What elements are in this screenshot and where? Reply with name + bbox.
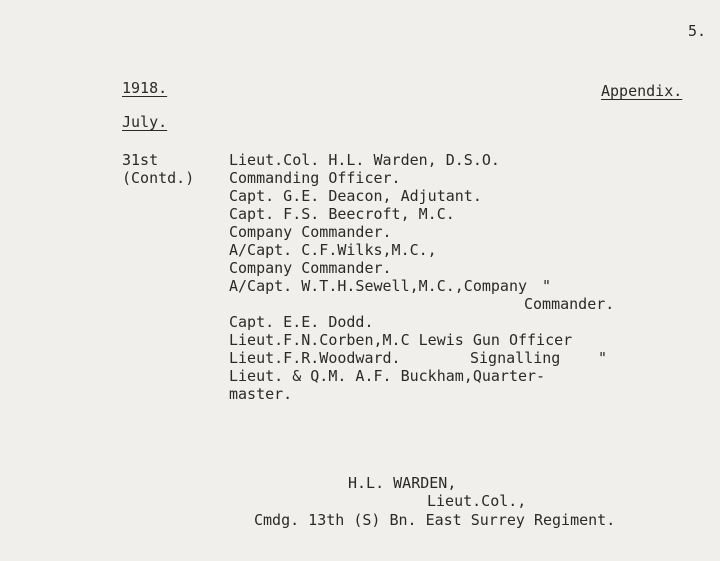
entry-line: master. — [229, 385, 293, 403]
entry-line: Capt. G.E. Deacon, Adjutant. — [229, 187, 482, 205]
entry-line: A/Capt. W.T.H.Sewell,M.C.,Company — [229, 277, 528, 295]
entry-line: Capt. E.E. Dodd. — [229, 313, 374, 331]
page-number: 5. — [688, 22, 707, 40]
entry-line: Lieut.F.R.Woodward. — [229, 349, 401, 367]
entry-line: Commanding Officer. — [229, 169, 401, 187]
entry-line: Lieut.F.N.Corben,M.C Lewis Gun Officer — [229, 331, 573, 349]
ditto-mark: " — [598, 349, 608, 367]
signature-name: H.L. WARDEN, — [348, 474, 457, 492]
entry-line: Company Commander. — [229, 223, 392, 241]
signature-unit: Cmdg. 13th (S) Bn. East Surrey Regiment. — [254, 511, 616, 529]
signature-rank: Lieut.Col., — [427, 492, 527, 510]
entry-line: Signalling — [470, 349, 561, 367]
entry-line: Lieut.Col. H.L. Warden, D.S.O. — [229, 151, 500, 169]
date-label-contd: (Contd.) — [122, 169, 195, 187]
entry-line: A/Capt. C.F.Wilks,M.C., — [229, 241, 437, 259]
ditto-mark: " — [542, 277, 552, 295]
date-label-day: 31st — [122, 151, 159, 169]
month-heading: July. — [122, 113, 168, 131]
year-heading: 1918. — [122, 79, 168, 97]
appendix-heading: Appendix. — [601, 82, 683, 100]
entry-line: Company Commander. — [229, 259, 392, 277]
entry-line: Capt. F.S. Beecroft, M.C. — [229, 205, 455, 223]
entry-line: Commander. — [524, 295, 615, 313]
entry-line: Lieut. & Q.M. A.F. Buckham,Quarter- — [229, 367, 546, 385]
